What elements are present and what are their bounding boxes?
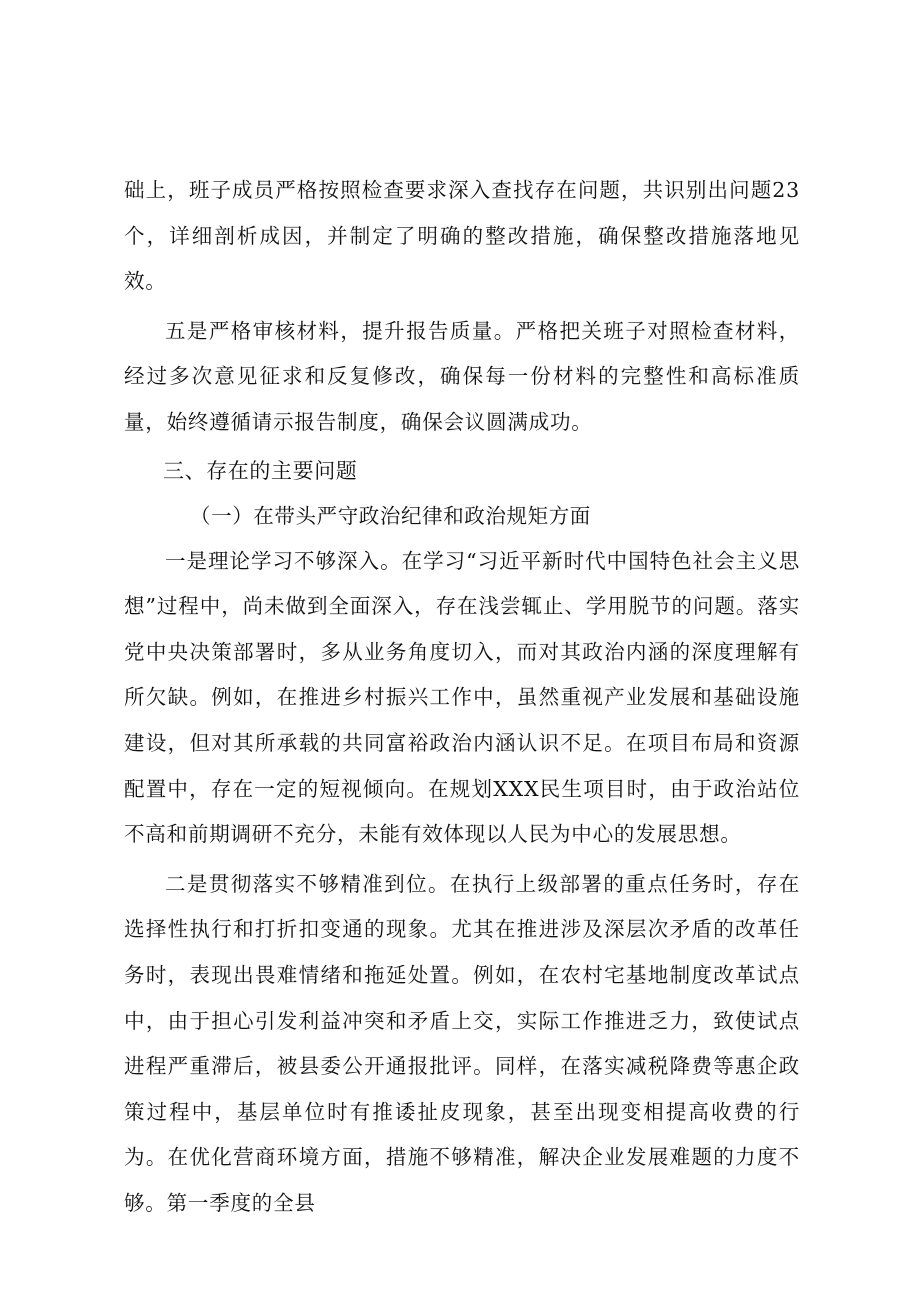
paragraph-item-two: 二是贯彻落实不够精准到位。在执行上级部署的重点任务时，存在选择性执行和打折扣变通的现象。尤其在推进涉及深层次矛盾的改革任务时，表现出畏难情绪和拖延处置。例如，在农村宅基地制度改革试点中，由于担心引发利益冲突和矛盾上交，实际工作推进乏力，致使试点进程严重滞后，被县委公开通报批评。同样，在落实减税降费等惠企政策过程中，基层单位时有推诿扯皮现象，甚至出现变相提高收费的行为。在优化营商环境方面，措施不够精准，解决企业发展难题的力度不够。第一季度的全县 [124,871,800,1215]
paragraph-continued: 础上，班子成员严格按照检查要求深入查找存在问题，共识别出问题23个，详细剖析成因，并制定了明确的整改措施，确保整改措施落地见效。 [124,178,800,294]
paragraph-item-five: 五是严格审核材料，提升报告质量。严格把关班子对照检查材料，经过多次意见征求和反复修改，确保每一份材料的完整性和高标准质量，始终遵循请示报告制度，确保会议圆满成功。 [124,318,800,434]
document-body [124,168,800,1226]
section-heading: 三、存在的主要问题 [163,458,358,483]
paragraph-item-one: 一是理论学习不够深入。在学习“习近平新时代中国特色社会主义思想”过程中，尚未做到全面深入，存在浅尝辄止、学用脱节的问题。落实党中央决策部署时，多从业务角度切入，而对其政治内涵的深度理解有所欠缺。例如，在推进乡村振兴工作中，虽然重视产业发展和基础设施建设，但对其所承载的共同富裕政治内涵认识不足。在项目布局和资源配置中，存在一定的短视倾向。在规划XXX民生项目时，由于政治站位不高和前期调研不充分，未能有效体现以人民为中心的发展思想。 [124,548,800,847]
sub-heading: （一）在带头严守政治纪律和政治规矩方面 [190,503,591,528]
